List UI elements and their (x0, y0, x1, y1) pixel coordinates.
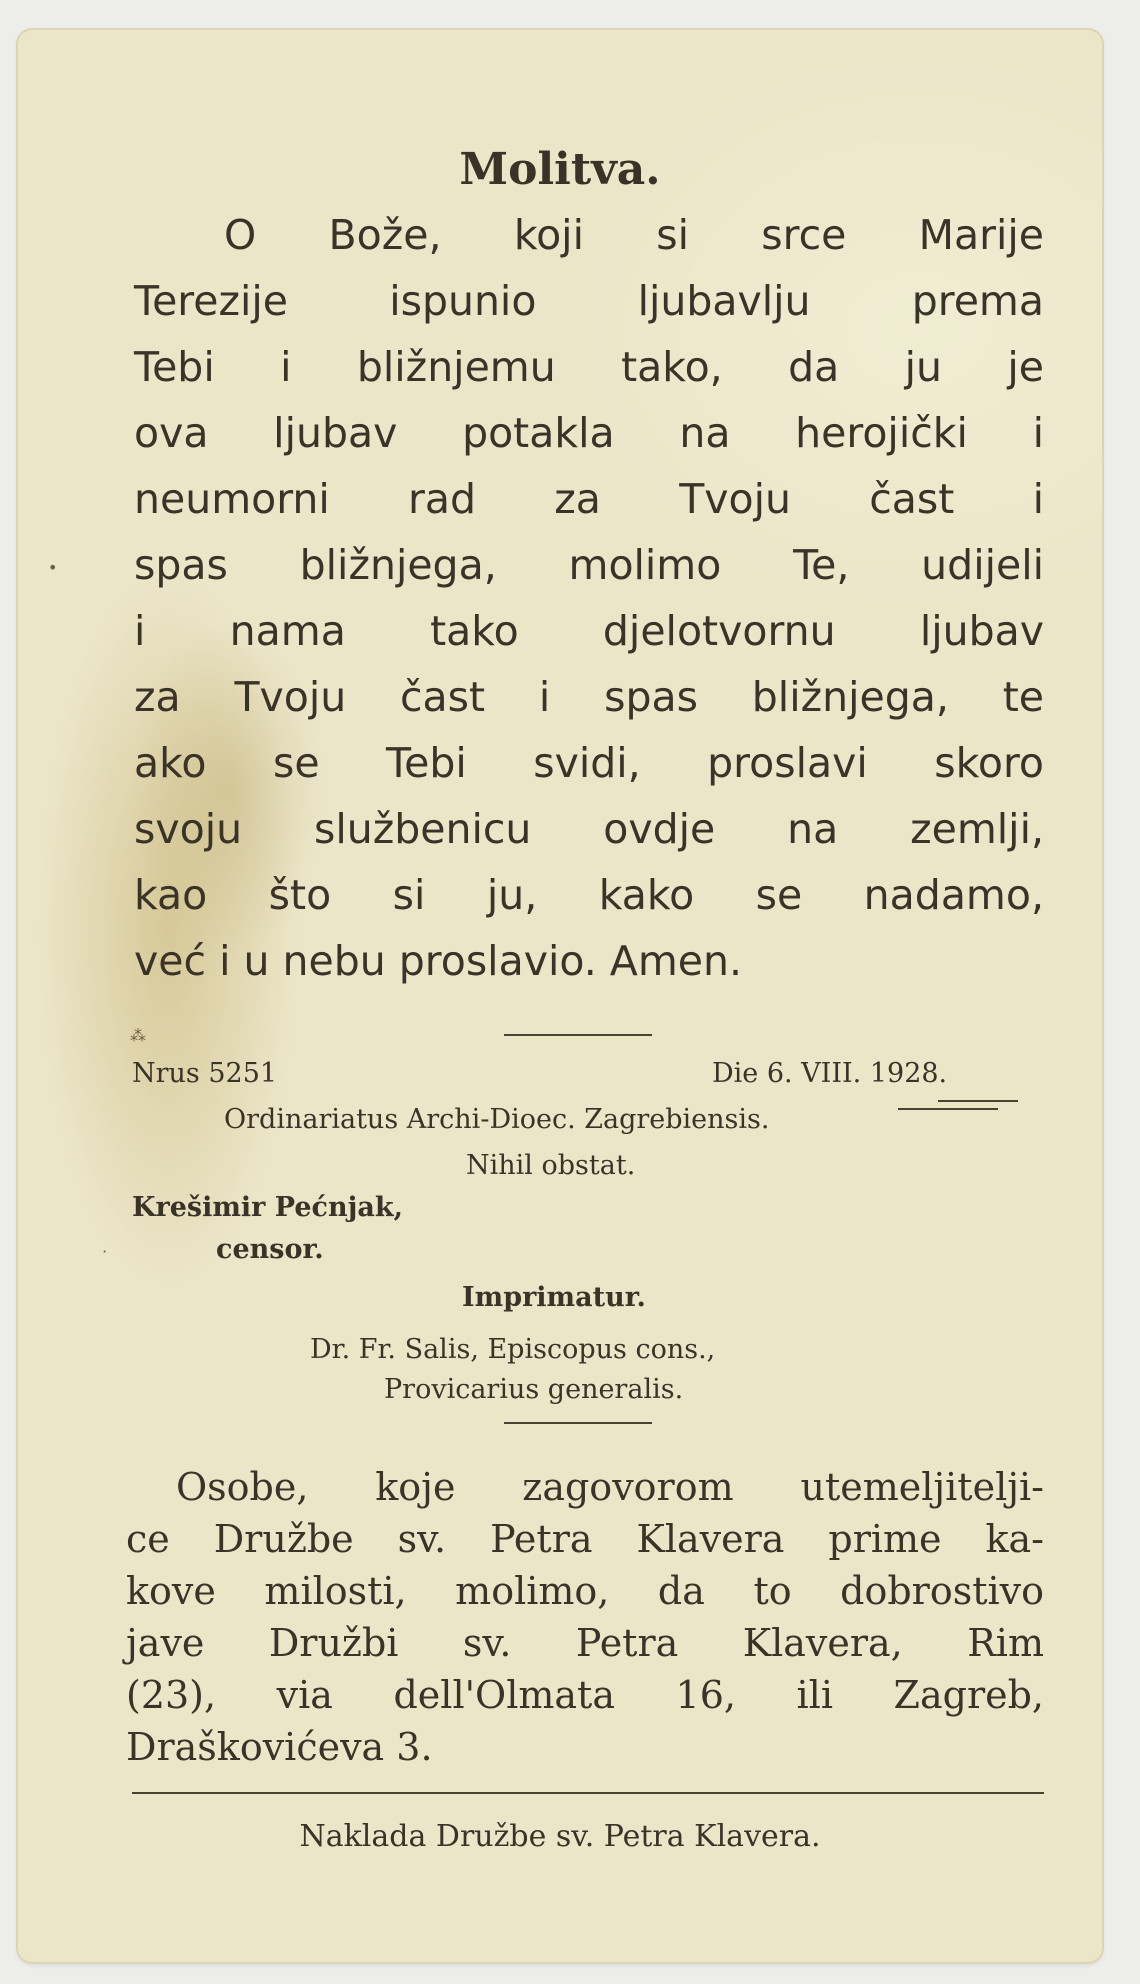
censor-title: censor. (216, 1234, 324, 1265)
prayer-line: O Bože, koji si srce Marije (224, 211, 1044, 259)
date-underline (938, 1100, 1018, 1102)
nihil-obstat: Nihil obstat. (466, 1150, 636, 1181)
notice-line: (23), via dell'Olmata 16, ili Zagreb, (126, 1673, 1044, 1717)
notice-line: ce Družbe sv. Petra Klavera prime ka- (126, 1517, 1044, 1561)
prayer-line: ako se Tebi svidi, proslavi skoro (134, 739, 1044, 787)
prayer-line: Terezije ispunio ljubavlju prema (134, 277, 1044, 325)
footer-rule (132, 1792, 1044, 1794)
prayer-line: neumorni rad za Tvoju čast i (134, 475, 1044, 523)
prayer-line: Tebi i bližnjemu tako, da ju je (134, 343, 1044, 391)
notice-line: Osobe, koje zagovorom utemeljitelji- (176, 1465, 1044, 1509)
bishop-line: Dr. Fr. Salis, Episcopus cons., (310, 1334, 716, 1365)
approval-number: Nrus 5251 (132, 1058, 278, 1089)
prayer-line: spas bližnjega, molimo Te, udijeli (134, 541, 1044, 589)
date-underline (898, 1108, 998, 1110)
divider-rule (504, 1034, 652, 1036)
stain-speck: · (102, 1242, 108, 1261)
stain-speck: • (48, 558, 58, 577)
approval-date: Die 6. VIII. 1928. (712, 1058, 948, 1089)
prayer-line: i nama tako djelotvornu ljubav (134, 607, 1044, 655)
prayer-line: već i u nebu proslavio. Amen. (134, 937, 743, 985)
notice-line: jave Družbi sv. Petra Klavera, Rim (126, 1621, 1044, 1665)
imprimatur: Imprimatur. (462, 1282, 646, 1313)
prayer-line: ova ljubav potakla na herojički i (134, 409, 1044, 457)
prayer-line: svoju službenicu ovdje na zemlji, (134, 805, 1044, 853)
publisher-line: Naklada Družbe sv. Petra Klavera. (299, 1819, 821, 1854)
divider-rule (504, 1422, 652, 1424)
notice-line: kove milosti, molimo, da to dobrostivo (126, 1569, 1044, 1613)
prayer-card (18, 30, 1102, 1962)
prayer-line: kao što si ju, kako se nadamo, (134, 871, 1044, 919)
prayer-line: za Tvoju čast i spas bližnjega, te (134, 673, 1044, 721)
prayer-title: Molitva. (459, 144, 661, 195)
censor-name: Krešimir Pećnjak, (132, 1192, 403, 1223)
vicar-line: Provicarius generalis. (384, 1374, 684, 1405)
notice-line: Draškovićeva 3. (126, 1725, 433, 1769)
ordinariate-line: Ordinariatus Archi-Dioec. Zagrebiensis. (224, 1104, 770, 1135)
stain-speck: ⁂ (130, 1026, 146, 1045)
